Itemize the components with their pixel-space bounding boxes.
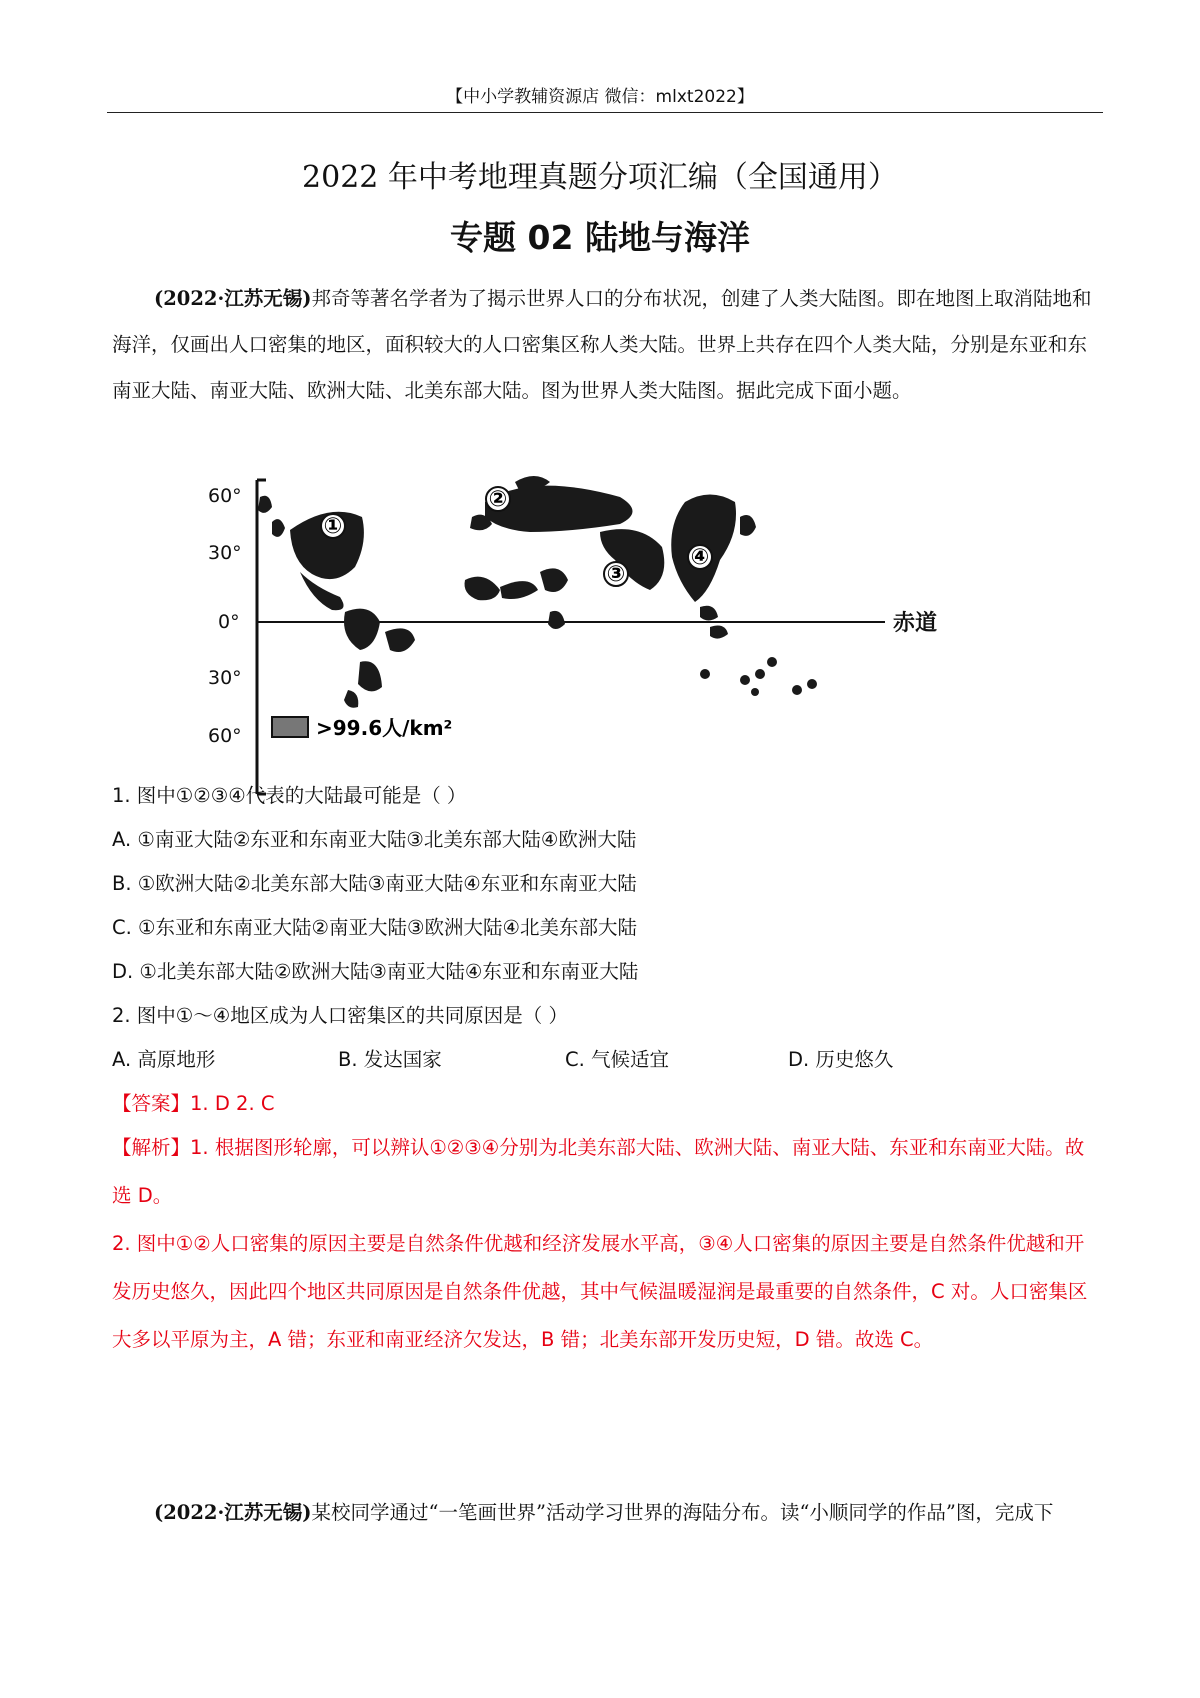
q1-option-d: D. ①北美东部大陆②欧洲大陆③南亚大陆④东亚和东南亚大陆	[112, 960, 639, 983]
legend-label: >99.6人/km²	[316, 716, 453, 740]
topic-title: 专题 02 陆地与海洋	[450, 218, 750, 257]
next-source: (2022·江苏无锡)	[154, 1501, 312, 1524]
q1-option-b: B. ①欧洲大陆②北美东部大陆③南亚大陆④东亚和东南亚大陆	[112, 872, 637, 895]
next-question-intro	[112, 1491, 1102, 1535]
q1-option-a: A. ①南亚大陆②东亚和东南亚大陆③北美东部大陆④欧洲大陆	[112, 828, 637, 851]
q1-stem: 1. 图中①②③④代表的大陆最可能是（ ）	[112, 784, 467, 807]
intro-text: 邦奇等著名学者为了揭示世界人口的分布状况，创建了人类大陆图。即在地图上取消陆地和海洋，仅画出人口密集的地区，面积较大的人口密集区称人类大陆。世界上共存在四个人类大陆，分别是东亚和东南亚大陆、南亚大陆、欧洲大陆、北美东部大陆。图为世界人类大陆图。据此完成下面小题。	[112, 287, 1092, 402]
q2-option-a: A. 高原地形	[112, 1048, 216, 1071]
next-text: 某校同学通过“一笔画世界”活动学习世界的海陆分布。读“小顺同学的作品”图，完成下	[311, 1501, 1054, 1524]
marker-1: ①	[323, 514, 343, 539]
lat-label-60s: 60°	[208, 725, 242, 747]
header-divider	[107, 112, 1103, 113]
explanation-1	[112, 1124, 1102, 1220]
answer-line	[112, 1088, 274, 1116]
lat-label-60n: 60°	[208, 485, 242, 507]
q2-option-b: B. 发达国家	[338, 1048, 442, 1071]
explanation-2: 2. 图中①②人口密集的原因主要是自然条件优越和经济发展水平高，③④人口密集的原因主要是自然条件优越和开发历史悠久，因此四个地区共同原因是自然条件优越，其中气候温暖湿润是最重要的自然条件，C 对。人口密集区大多以平原为主，A 错；东亚和南亚经济欠发达，B 错；北美东部开发历史短，D 错。故选 C。	[112, 1232, 1088, 1351]
explanation-label: 【解析】	[112, 1136, 191, 1159]
intro-paragraph	[112, 276, 1097, 414]
lat-label-30s: 30°	[208, 667, 242, 689]
page-header: 【中小学教辅资源店 微信：mlxt2022】	[446, 87, 754, 107]
answer-text: 1. D 2. C	[190, 1092, 275, 1115]
population-map	[200, 462, 980, 822]
marker-2: ②	[488, 487, 508, 512]
answer-label: 【答案】	[112, 1092, 191, 1115]
lat-label-0: 0°	[218, 611, 240, 633]
document-title: 2022 年中考地理真题分项汇编（全国通用）	[302, 160, 898, 195]
marker-4: ④	[690, 545, 710, 570]
lat-label-30n: 30°	[208, 542, 242, 564]
q2-option-c: C. 气候适宜	[565, 1048, 670, 1071]
explanation-text-1: 1. 根据图形轮廓，可以辨认①②③④分别为北美东部大陆、欧洲大陆、南亚大陆、东亚和东南亚大陆。故选 D。	[112, 1136, 1085, 1207]
legend-swatch	[272, 717, 308, 737]
q2-stem: 2. 图中①～④地区成为人口密集区的共同原因是（ ）	[112, 1004, 568, 1027]
q1-option-c: C. ①东亚和东南亚大陆②南亚大陆③欧洲大陆④北美东部大陆	[112, 916, 637, 939]
q2-option-d: D. 历史悠久	[788, 1048, 894, 1071]
equator-label: 赤道	[893, 611, 938, 636]
population-regions	[258, 476, 817, 708]
marker-3: ③	[606, 562, 626, 587]
intro-source: (2022·江苏无锡)	[154, 287, 312, 310]
